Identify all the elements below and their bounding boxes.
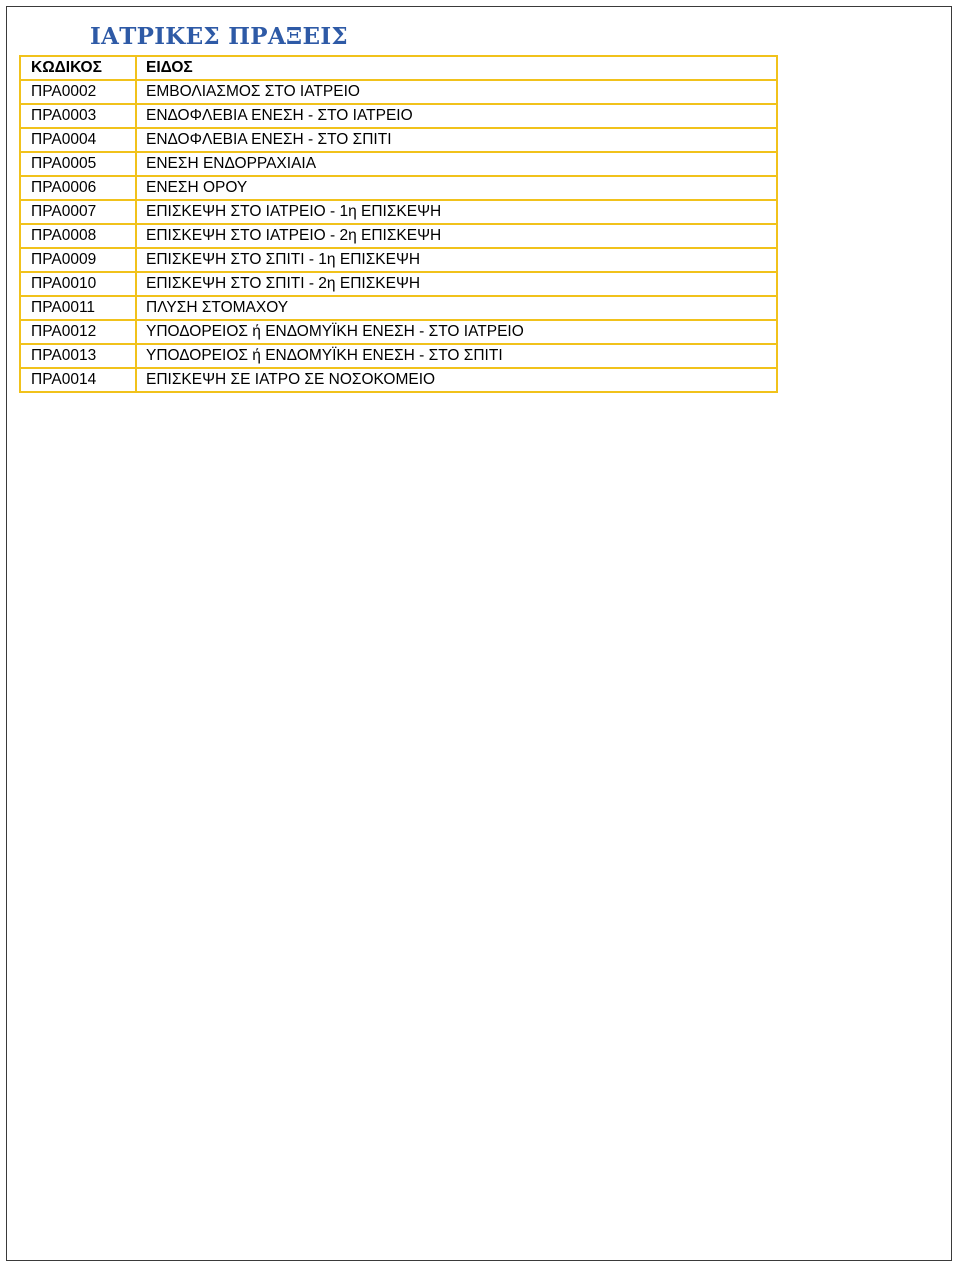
table-row <box>20 152 777 176</box>
cell-type: ΕΝΔΟΦΛΕΒΙΑ ΕΝΕΣΗ - ΣΤΟ ΙΑΤΡΕΙΟ <box>136 104 777 128</box>
cell-code: ΠΡΑ0008 <box>20 224 136 248</box>
table-row <box>20 224 777 248</box>
cell-code: ΠΡΑ0009 <box>20 248 136 272</box>
table-header <box>20 56 777 80</box>
cell-code: ΠΡΑ0014 <box>20 368 136 392</box>
medical-procedures-table <box>19 55 778 393</box>
document-title: ΙΑΤΡΙΚΕΣ ΠΡΑΞΕΙΣ <box>90 23 348 50</box>
cell-type: ΕΠΙΣΚΕΨΗ ΣΤΟ ΙΑΤΡΕΙΟ - 2η ΕΠΙΣΚΕΨΗ <box>136 224 777 248</box>
cell-code: ΠΡΑ0012 <box>20 320 136 344</box>
table-row <box>20 320 777 344</box>
table-row <box>20 272 777 296</box>
cell-type: ΕΠΙΣΚΕΨΗ ΣΤΟ ΣΠΙΤΙ - 1η ΕΠΙΣΚΕΨΗ <box>136 248 777 272</box>
cell-code: ΠΡΑ0011 <box>20 296 136 320</box>
cell-type: ΕΝΔΟΦΛΕΒΙΑ ΕΝΕΣΗ - ΣΤΟ ΣΠΙΤΙ <box>136 128 777 152</box>
table-row <box>20 80 777 104</box>
cell-type: ΥΠΟΔΟΡΕΙΟΣ ή ΕΝΔΟΜΥΪΚΗ ΕΝΕΣΗ - ΣΤΟ ΙΑΤΡΕΙΟ <box>136 320 777 344</box>
cell-type: ΕΠΙΣΚΕΨΗ ΣΕ ΙΑΤΡΟ ΣΕ ΝΟΣΟΚΟΜΕΙΟ <box>136 368 777 392</box>
cell-code: ΠΡΑ0007 <box>20 200 136 224</box>
table-body <box>20 80 777 392</box>
header-row <box>20 56 777 80</box>
cell-type: ΕΝΕΣΗ ΕΝΔΟΡΡΑΧΙΑΙΑ <box>136 152 777 176</box>
table-row <box>20 176 777 200</box>
cell-type: ΕΝΕΣΗ ΟΡΟΥ <box>136 176 777 200</box>
table-row <box>20 248 777 272</box>
column-header-code: ΚΩΔΙΚΟΣ <box>20 56 136 80</box>
cell-code: ΠΡΑ0005 <box>20 152 136 176</box>
table-row <box>20 344 777 368</box>
cell-type: ΠΛΥΣΗ ΣΤΟΜΑΧΟΥ <box>136 296 777 320</box>
cell-code: ΠΡΑ0006 <box>20 176 136 200</box>
cell-code: ΠΡΑ0004 <box>20 128 136 152</box>
table-row <box>20 200 777 224</box>
table-row <box>20 104 777 128</box>
cell-type: ΕΠΙΣΚΕΨΗ ΣΤΟ ΙΑΤΡΕΙΟ - 1η ΕΠΙΣΚΕΨΗ <box>136 200 777 224</box>
column-header-type: ΕΙΔΟΣ <box>136 56 777 80</box>
cell-type: ΕΠΙΣΚΕΨΗ ΣΤΟ ΣΠΙΤΙ - 2η ΕΠΙΣΚΕΨΗ <box>136 272 777 296</box>
cell-type: ΕΜΒΟΛΙΑΣΜΟΣ ΣΤΟ ΙΑΤΡΕΙΟ <box>136 80 777 104</box>
cell-code: ΠΡΑ0010 <box>20 272 136 296</box>
table-row <box>20 128 777 152</box>
cell-code: ΠΡΑ0002 <box>20 80 136 104</box>
table-row <box>20 296 777 320</box>
cell-code: ΠΡΑ0013 <box>20 344 136 368</box>
cell-type: ΥΠΟΔΟΡΕΙΟΣ ή ΕΝΔΟΜΥΪΚΗ ΕΝΕΣΗ - ΣΤΟ ΣΠΙΤΙ <box>136 344 777 368</box>
table-row <box>20 368 777 392</box>
cell-code: ΠΡΑ0003 <box>20 104 136 128</box>
